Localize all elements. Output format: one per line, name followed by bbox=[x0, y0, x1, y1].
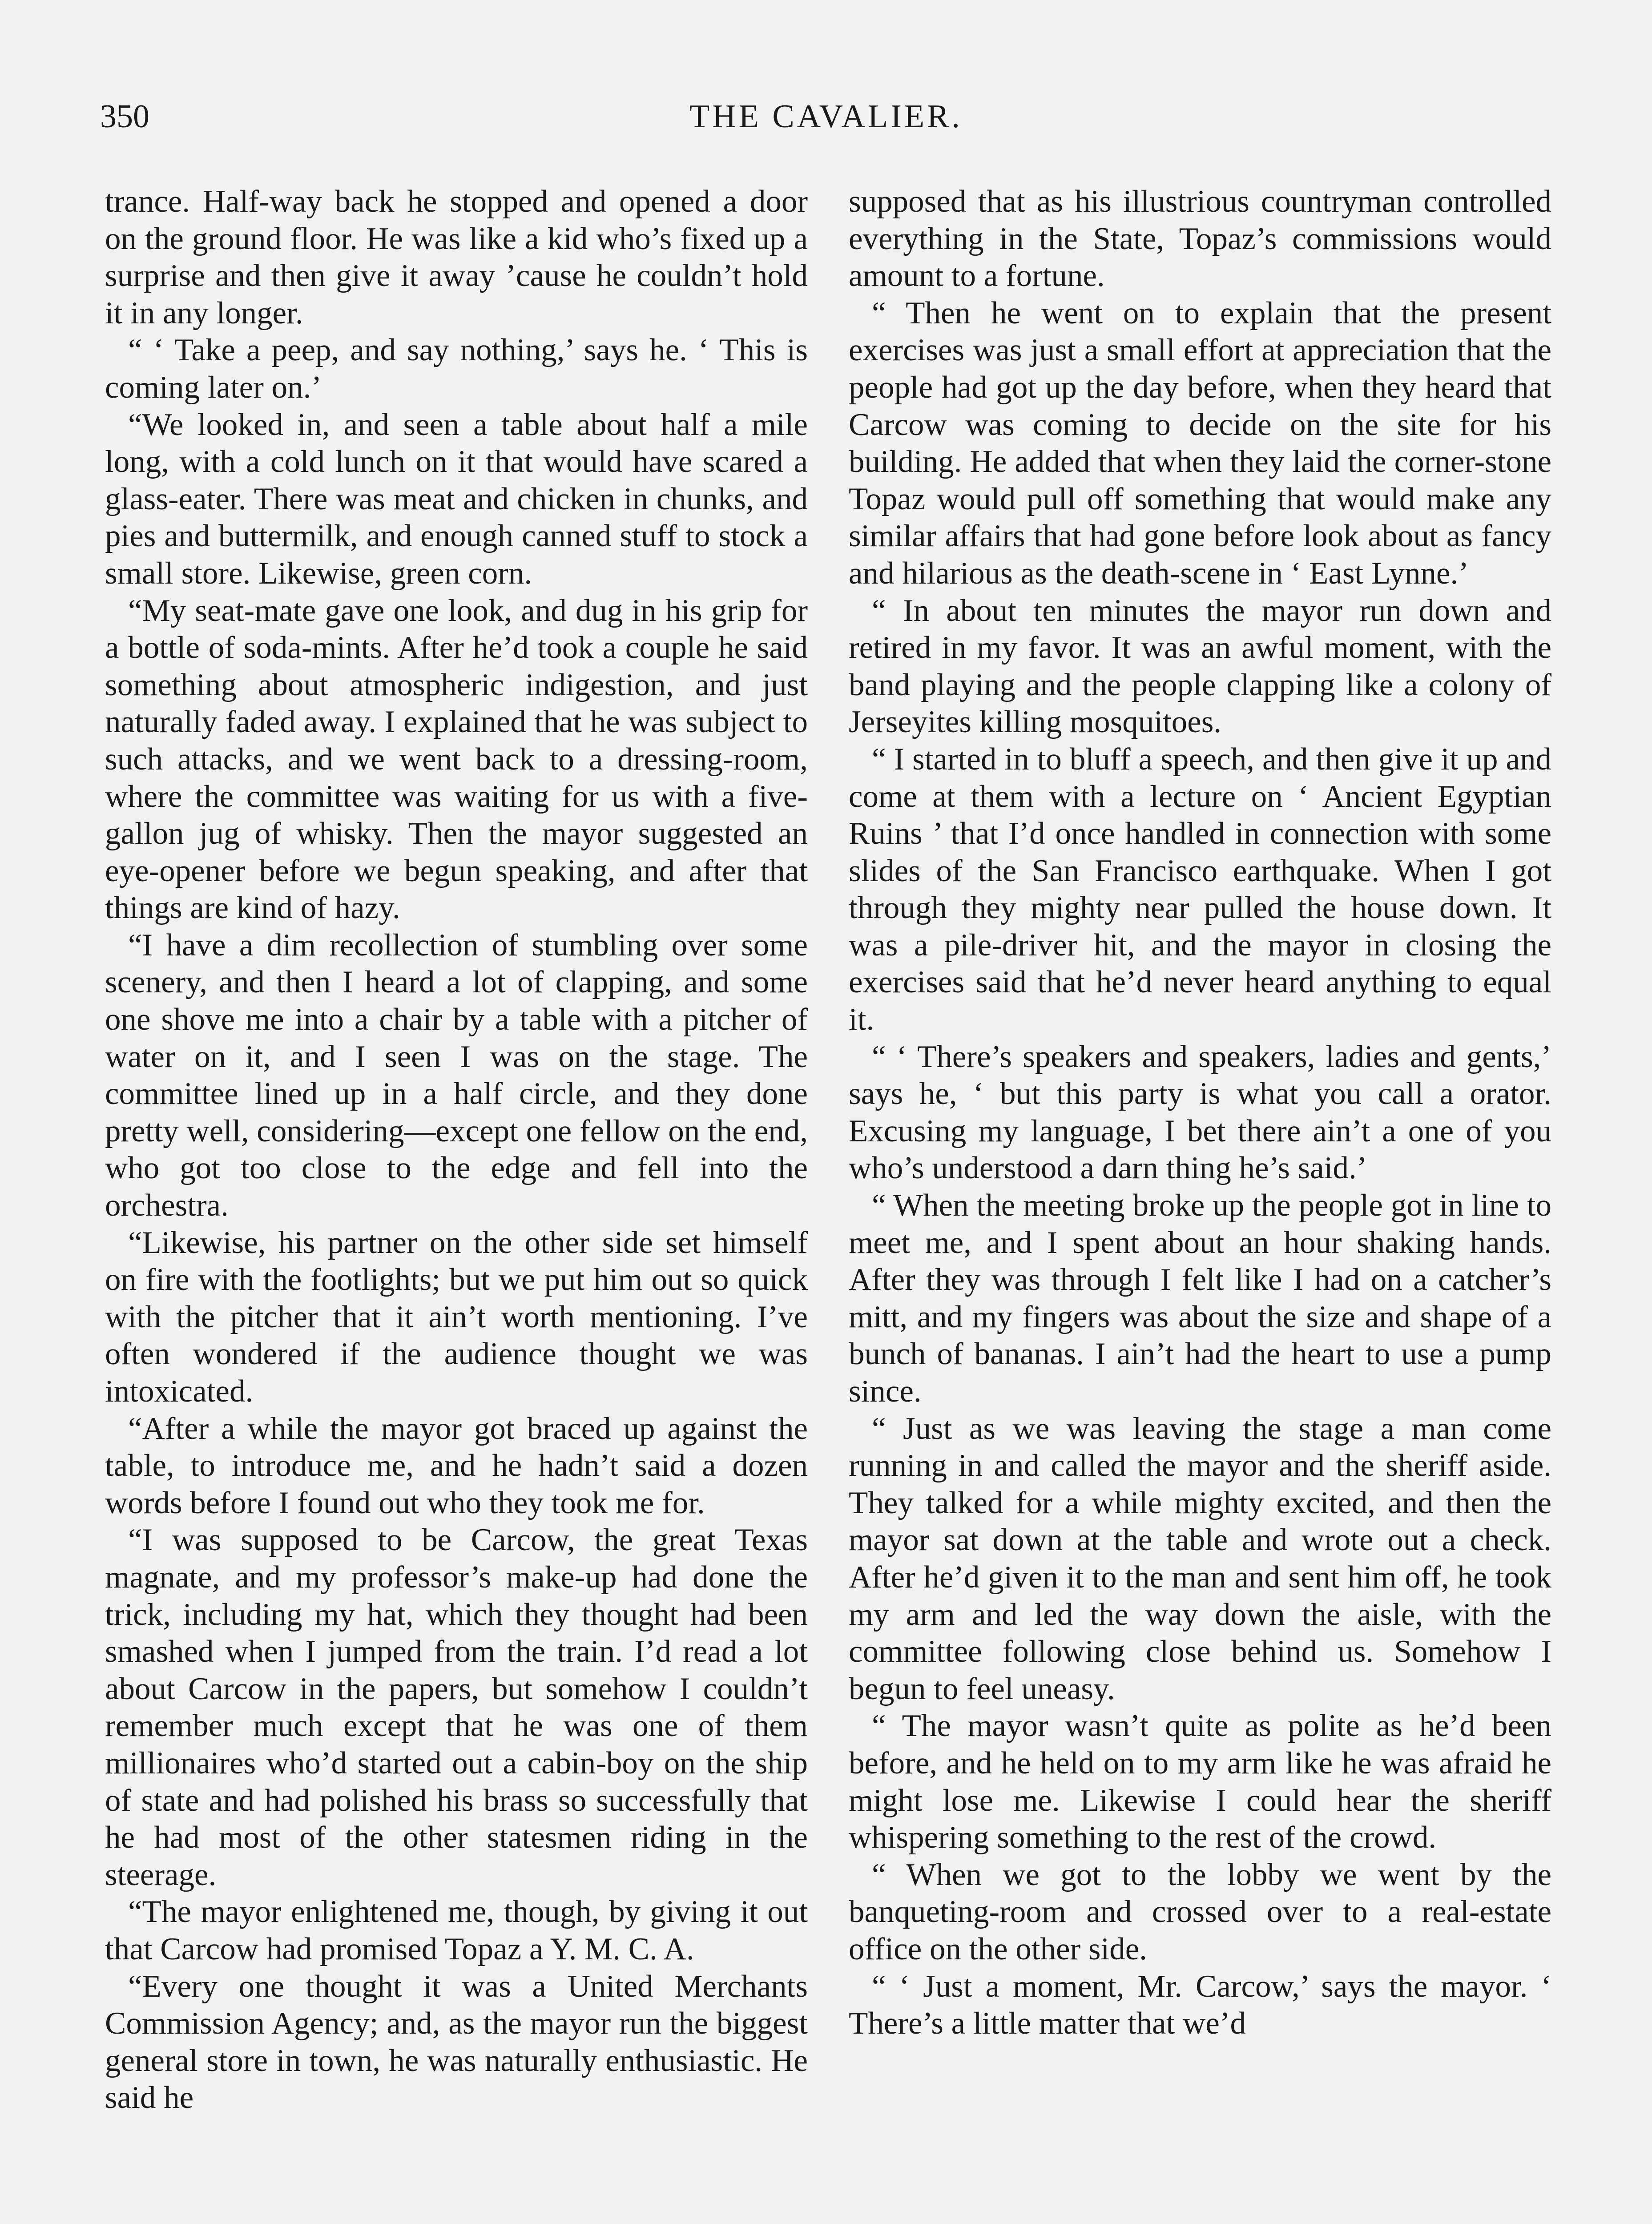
paragraph: supposed that as his illustrious countryman controlled everything in the State, Topaz’s commissions would amount to a fortune. bbox=[849, 184, 1551, 294]
paragraph: “ When we got to the lobby we went by the banqueting-room and crossed over to a real-estate office on the other side. bbox=[849, 1857, 1551, 1966]
paragraph: “I have a dim recollection of stumbling over some scenery, and then I heard a lot of clapping, and some one shove me into a chair by a table with a pitcher of water on it, and I seen I was on the stage. The committee lined up in a half circle, and they done pretty well, considering—except one fellow on the end, who got too close to the edge and fell into the orchestra. bbox=[105, 927, 808, 1223]
left-column bbox=[105, 183, 808, 2117]
paragraph: “We looked in, and seen a table about half a mile long, with a cold lunch on it that would have scared a glass-eater. There was meat and chicken in chunks, and pies and buttermilk, and enough canned stuff to stock a small store. Likewise, green corn. bbox=[105, 407, 808, 591]
paragraph: “ When the meeting broke up the people got in line to meet me, and I spent about an hour shaking hands. After they was through I felt like I had on a catcher’s mitt, and my fingers was about the size and shape of a bunch of bananas. I ain’t had the heart to use a pump since. bbox=[849, 1188, 1551, 1409]
paragraph: “ ‘ Just a moment, Mr. Carcow,’ says the mayor. ‘ There’s a little matter that we’d bbox=[849, 1969, 1551, 2041]
paragraph: “ ‘ Take a peep, and say nothing,’ says he. ‘ This is coming later on.’ bbox=[105, 333, 808, 405]
paragraph: trance. Half-way back he stopped and opened a door on the ground floor. He was like a kid who’s fixed up a surprise and then give it away ’cause he couldn’t hold it in any longer. bbox=[105, 184, 808, 330]
paragraph: “After a while the mayor got braced up against the table, to introduce me, and he hadn’t said a dozen words before I found out who they took me for. bbox=[105, 1411, 808, 1520]
paragraph: “My seat-mate gave one look, and dug in his grip for a bottle of soda-mints. After he’d took a couple he said something about atmospheric indigestion, and just naturally faded away. I explained that he was subject to such attacks, and we went back to a dressing-room, where the committee was waiting for us with a five-gallon jug of whisky. Then the mayor suggested an eye-opener before we begun speaking, and after that things are kind of hazy. bbox=[105, 593, 808, 926]
running-title: THE CAVALIER. bbox=[689, 98, 963, 135]
paragraph: “The mayor enlightened me, though, by giving it out that Carcow had promised Topaz a Y. M. C. A. bbox=[105, 1894, 808, 1966]
paragraph: “ Just as we was leaving the stage a man come running in and called the mayor and the sheriff aside. They talked for a while mighty excited, and then the mayor sat down at the table and wrote out a check. After he’d given it to the man and sent him off, he took my arm and led the way down the aisle, with the committee following close behind us. Somehow I begun to feel uneasy. bbox=[849, 1411, 1551, 1706]
paragraph: “Likewise, his partner on the other side set himself on fire with the footlights; but we put him out so quick with the pitcher that it ain’t worth mentioning. I’ve often wondered if the audience thought we was intoxicated. bbox=[105, 1225, 808, 1409]
right-column bbox=[849, 183, 1551, 2043]
page-header bbox=[100, 98, 1552, 147]
paragraph: “I was supposed to be Carcow, the great Texas magnate, and my professor’s make-up had done the trick, including my hat, which they thought had been smashed when I jumped from the train. I’d read a lot about Carcow in the papers, but somehow I couldn’t remember much except that he was one of them millionaires who’d started out a cabin-boy on the ship of state and had polished his brass so successfully that he had most of the other statesmen riding in the steerage. bbox=[105, 1523, 808, 1892]
paragraph: “ In about ten minutes the mayor run down and retired in my favor. It was an awful moment, with the band playing and the people clapping like a colony of Jerseyites killing mosquitoes. bbox=[849, 593, 1551, 740]
paragraph: “ The mayor wasn’t quite as polite as he’d been before, and he held on to my arm like he was afraid he might lose me. Likewise I could hear the sheriff whispering something to the rest of the crowd. bbox=[849, 1708, 1551, 1855]
paragraph: “ Then he went on to explain that the present exercises was just a small effort at appreciation that the people had got up the day before, when they heard that Carcow was coming to decide on the site for his building. He added that when they laid the corner-stone Topaz would pull off something that would make any similar affairs that had gone before look about as fancy and hilarious as the death-scene in ‘ East Lynne.’ bbox=[849, 295, 1551, 591]
paragraph: “ I started in to bluff a speech, and then give it up and come at them with a lecture on ‘ Ancient Egyptian Ruins ’ that I’d once handled in connection with some slides of the San Francisco earthquake. When I got through they mighty near pulled the house down. It was a pile-driver hit, and the mayor in closing the exercises said that he’d never heard anything to equal it. bbox=[849, 741, 1551, 1037]
paragraph: “ ‘ There’s speakers and speakers, ladies and gents,’ says he, ‘ but this party is what you call a orator. Excusing my language, I bet there ain’t a one of you who’s understood a darn thing he’s said.’ bbox=[849, 1039, 1551, 1186]
page-number: 350 bbox=[100, 98, 149, 135]
paragraph: “Every one thought it was a United Merchants Commission Agency; and, as the mayor run the biggest general store in town, he was naturally enthusiastic. He said he bbox=[105, 1969, 808, 2115]
